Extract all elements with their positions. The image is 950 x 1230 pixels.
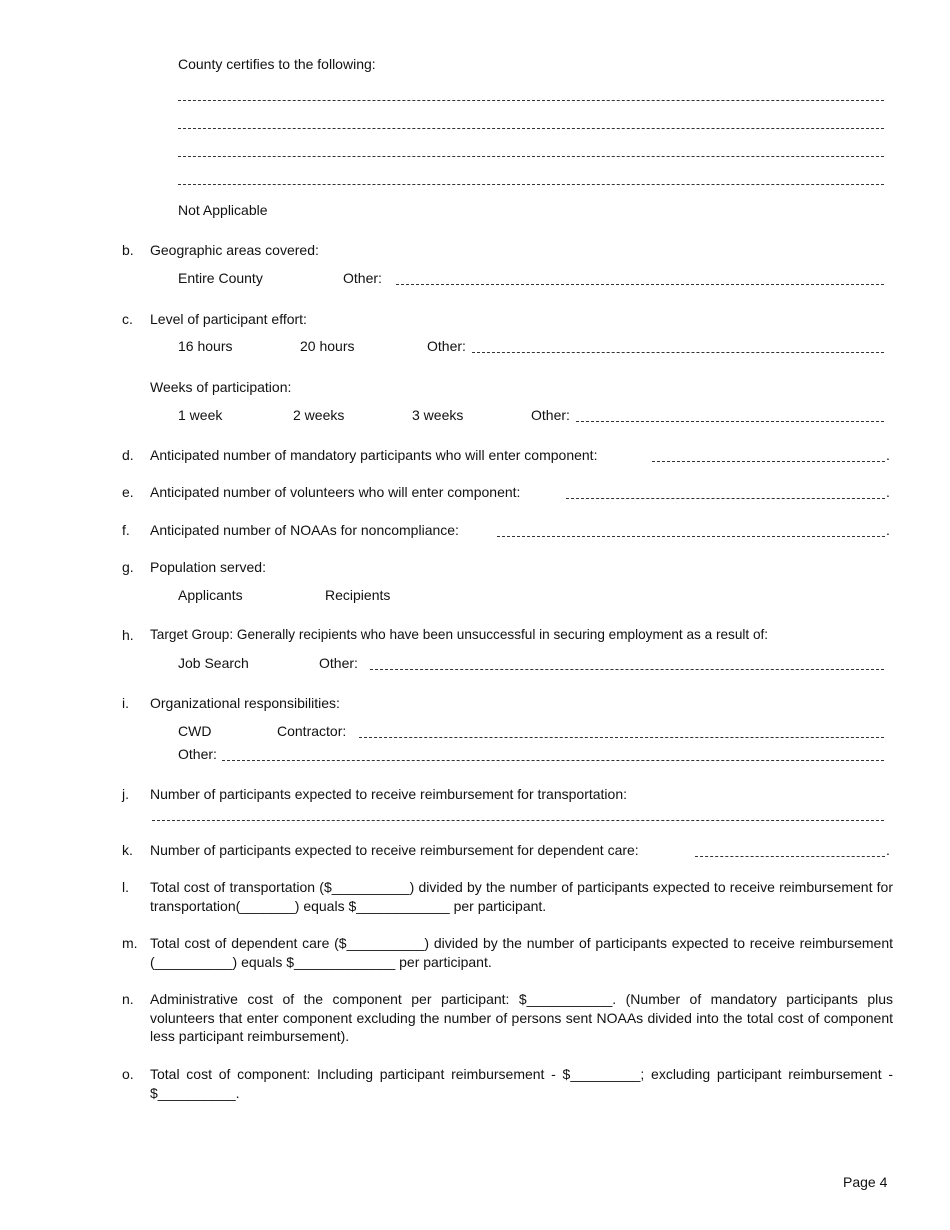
certify-line-1[interactable]	[178, 100, 884, 101]
weeks-other-label: Other:	[531, 407, 570, 423]
period: .	[886, 447, 890, 463]
20-hours-option[interactable]: 20 hours	[300, 338, 355, 354]
administrative-cost-paragraph: Administrative cost of the component per participant: $___________. (Number of mandatory participants plus volunteers that enter component excluding the number of persons sent NOAAs divided into the total cost of component less participant reimbursement).	[150, 991, 893, 1044]
item-letter-e: e.	[122, 484, 134, 500]
item-letter-d: d.	[122, 447, 134, 463]
total-cost-paragraph: Total cost of component: Including participant reimbursement - $_________; excluding participant reimbursement - $__________.	[150, 1066, 893, 1101]
mandatory-participants-field[interactable]	[652, 461, 885, 462]
noaas-label: Anticipated number of NOAAs for noncompliance:	[150, 522, 459, 538]
cwd-option[interactable]: CWD	[178, 723, 212, 739]
weeks-participation-label: Weeks of participation:	[150, 379, 292, 395]
item-letter-n: n.	[122, 991, 134, 1007]
transport-reimb-label: Number of participants expected to receive reimbursement for transportation:	[150, 786, 628, 802]
transport-cost-paragraph: Total cost of transportation ($__________) divided by the number of participants expected to receive reimbursement for transportation(_______) equals $____________ per participant.	[150, 879, 893, 914]
target-other-field[interactable]	[370, 669, 884, 670]
weeks-other-field[interactable]	[576, 421, 884, 422]
period: .	[886, 842, 890, 858]
target-other-label: Other:	[319, 655, 358, 671]
item-letter-o: o.	[122, 1066, 134, 1082]
mandatory-participants-label: Anticipated number of mandatory participants who will enter component:	[150, 447, 598, 463]
effort-other-label: Other:	[427, 338, 466, 354]
certify-line-2[interactable]	[178, 128, 884, 129]
recipients-option[interactable]: Recipients	[325, 587, 391, 603]
org-other-label: Other:	[178, 746, 217, 762]
dependent-reimb-field[interactable]	[695, 856, 885, 857]
entire-county-option[interactable]: Entire County	[178, 270, 263, 286]
dependent-reimb-label: Number of participants expected to receive reimbursement for dependent care:	[150, 842, 639, 858]
certify-line-4[interactable]	[178, 184, 884, 185]
applicants-option[interactable]: Applicants	[178, 587, 243, 603]
certify-heading: County certifies to the following:	[178, 56, 376, 72]
item-letter-h: h.	[122, 627, 134, 643]
job-search-option[interactable]: Job Search	[178, 655, 249, 671]
3-weeks-option[interactable]: 3 weeks	[412, 407, 464, 423]
2-weeks-option[interactable]: 2 weeks	[293, 407, 345, 423]
certify-line-3[interactable]	[178, 156, 884, 157]
item-letter-m: m.	[122, 935, 138, 951]
item-letter-b: b.	[122, 242, 134, 258]
geographic-other-field[interactable]	[396, 284, 884, 285]
page-number: Page 4	[843, 1174, 888, 1190]
item-letter-g: g.	[122, 559, 134, 575]
16-hours-option[interactable]: 16 hours	[178, 338, 233, 354]
item-letter-k: k.	[122, 842, 133, 858]
dependent-cost-paragraph: Total cost of dependent care ($__________) divided by the number of participants expected to receive reimbursement (__________) equals $_____________ per participant.	[150, 935, 893, 970]
not-applicable-option[interactable]: Not Applicable	[178, 202, 268, 218]
target-group-label: Target Group: Generally recipients who have been unsuccessful in securing employment as a result of:	[150, 627, 769, 642]
item-letter-j: j.	[122, 786, 129, 802]
volunteers-field[interactable]	[566, 498, 885, 499]
effort-other-field[interactable]	[472, 352, 884, 353]
volunteers-label: Anticipated number of volunteers who will enter component:	[150, 484, 521, 500]
geographic-other-label: Other:	[343, 270, 382, 286]
organizational-label: Organizational responsibilities:	[150, 695, 340, 711]
org-other-field[interactable]	[222, 760, 884, 761]
period: .	[886, 522, 890, 538]
item-letter-f: f.	[122, 522, 130, 538]
population-served-label: Population served:	[150, 559, 266, 575]
item-letter-i: i.	[122, 695, 129, 711]
1-week-option[interactable]: 1 week	[178, 407, 223, 423]
participant-effort-label: Level of participant effort:	[150, 311, 307, 327]
period: .	[886, 484, 890, 500]
contractor-field[interactable]	[359, 737, 884, 738]
contractor-label: Contractor:	[277, 723, 347, 739]
noaas-field[interactable]	[497, 536, 885, 537]
transport-reimb-field[interactable]	[152, 820, 884, 821]
item-letter-l: l.	[122, 879, 129, 895]
item-letter-c: c.	[122, 311, 133, 327]
geographic-areas-label: Geographic areas covered:	[150, 242, 319, 258]
